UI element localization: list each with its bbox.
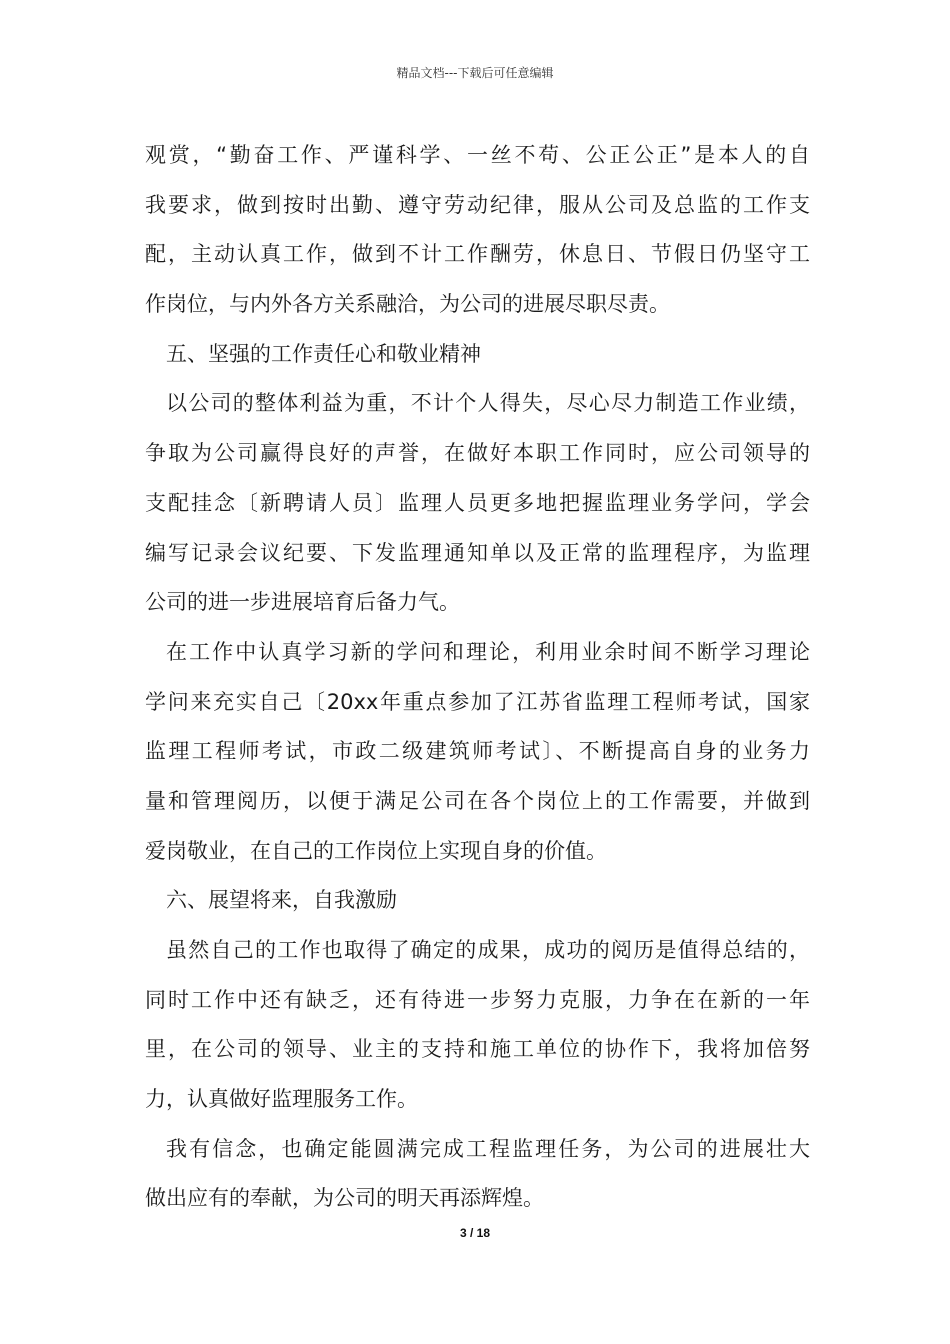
text-line: 作岗位，与内外各方关系融洽，为公司的进展尽职尽责。 bbox=[145, 292, 670, 317]
text-line: 爱岗敬业，在自己的工作岗位上实现自身的价值。 bbox=[145, 838, 607, 863]
section-heading-6: 六、展望将来，自我激励 bbox=[166, 888, 397, 913]
text-line: 公司的进一步进展培育后备力气。 bbox=[145, 590, 460, 615]
text-line: 监理工程师考试，市政二级建筑师考试〕、不断提高自身的业务力 bbox=[145, 739, 810, 764]
text-line: 在工作中认真学习新的学问和理论，利用业余时间不断学习理论 bbox=[166, 639, 810, 664]
text-line: 量和管理阅历，以便于满足公司在各个岗位上的工作需要，并做到 bbox=[145, 788, 810, 813]
text-line: 虽然自己的工作也取得了确定的成果，成功的阅历是值得总结的， bbox=[166, 938, 810, 962]
text-line: 观赏，“勤奋工作、严谨科学、一丝不苟、公正公正”是本人的自 bbox=[145, 143, 810, 167]
text-line: 里，在公司的领导、业主的支持和施工单位的协作下，我将加倍努 bbox=[145, 1037, 810, 1062]
document-body bbox=[145, 131, 810, 1224]
page-number: 3 / 18 bbox=[459, 1226, 491, 1240]
text-line: 同时工作中还有缺乏，还有待进一步努力克服，力争在在新的一年 bbox=[145, 987, 810, 1012]
text-line: 我要求，做到按时出勤、遵守劳动纪律，服从公司及总监的工作支 bbox=[145, 192, 810, 217]
text-line: 编写记录会议纪要、下发监理通知单以及正常的监理程序，为监理 bbox=[145, 540, 810, 565]
text-line: 争取为公司赢得良好的声誉，在做好本职工作同时，应公司领导的 bbox=[145, 441, 810, 466]
text-line: 学问来充实自己〔20xx年重点参加了江苏省监理工程师考试，国家 bbox=[145, 689, 810, 714]
text-line: 配，主动认真工作，做到不计工作酬劳，休息日、节假日仍坚守工 bbox=[145, 242, 810, 267]
text-line: 我有信念，也确定能圆满完成工程监理任务，为公司的进展壮大 bbox=[166, 1136, 810, 1161]
page-header: 精品文档---下载后可任意编辑 bbox=[396, 66, 554, 80]
text-line: 以公司的整体利益为重，不计个人得失，尽心尽力制造工作业绩， bbox=[166, 391, 810, 416]
text-line: 做出应有的奉献，为公司的明天再添辉煌。 bbox=[145, 1186, 544, 1211]
section-heading-5: 五、坚强的工作责任心和敬业精神 bbox=[166, 341, 481, 366]
text-line: 力，认真做好监理服务工作。 bbox=[145, 1087, 418, 1112]
text-line: 支配挂念〔新聘请人员〕监理人员更多地把握监理业务学问，学会 bbox=[145, 490, 810, 515]
